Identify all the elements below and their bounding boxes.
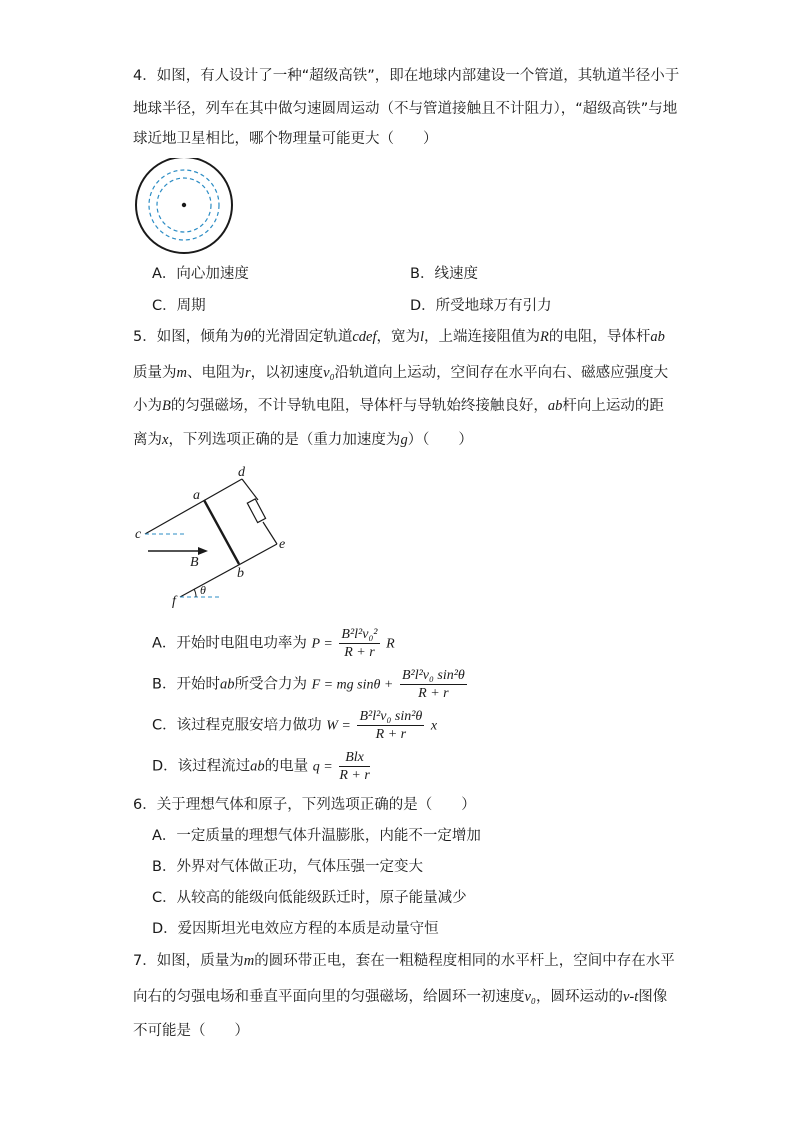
resistor xyxy=(247,499,265,523)
q5-stem-line-4: 离为x，下列选项正确的是（重力加速度为g）（ ） xyxy=(133,432,473,448)
q7-stem-line-2: 向右的匀强电场和垂直平面向里的匀强磁场，给圆环一初速度v₀，圆环运动的v-t图像 xyxy=(133,989,668,1005)
conductor-ab xyxy=(204,500,239,564)
label-f: f xyxy=(172,594,176,609)
theta-arc xyxy=(194,589,196,597)
q5-option-b[interactable]: B．开始时ab所受合力为 F = mg sinθ + $\frac{\text{B²l²v₀ sin²θ}}{R + r}$ xyxy=(152,668,465,701)
earth-tunnel-figure xyxy=(133,158,237,262)
q4-stem-line-2: 地球半径，列车在其中做匀速圆周运动（不与管道接触且不计阻力），“超级高铁”与地 xyxy=(133,101,678,117)
rail-circuit-figure xyxy=(130,462,300,610)
q6-option-d[interactable]: D．爱因斯坦光电效应方程的本质是动量守恒 xyxy=(152,921,439,937)
q7-stem-line-1: 7．如图，质量为m的圆环带正电，套在一粗糙程度相同的水平杆上，空间中存在水平 xyxy=(133,953,675,969)
q6-stem: 6．关于理想气体和原子，下列选项正确的是（ ） xyxy=(133,797,476,813)
q4-stem-line-1: 4．如图，有人设计了一种“超级高铁”，即在地球内部建设一个管道，其轨道半径小于 xyxy=(133,68,680,84)
b-field-arrowhead xyxy=(198,547,208,555)
q5-option-a[interactable]: A．开始时电阻电功率为 P = $\frac{\text{B²l²v₀²}}{R + r}$ R xyxy=(152,627,395,660)
q5-option-c[interactable]: C．该过程克服安培力做功 W = $\frac{\text{B²l²v₀ sin²θ}}{R + r}$ x xyxy=(152,709,438,742)
q7-stem-line-3: 不可能是（ ） xyxy=(133,1023,249,1039)
q4-option-a[interactable]: A．向心加速度 xyxy=(152,266,249,282)
label-a: a xyxy=(193,488,200,503)
q5-stem-line-1: 5．如图，倾角为θ的光滑固定轨道cdef，宽为l，上端连接阻值为R的电阻，导体杆ab xyxy=(133,329,665,345)
label-c: c xyxy=(135,527,142,542)
q6-option-c[interactable]: C．从较高的能级向低能级跃迁时，原子能量减少 xyxy=(152,890,467,906)
earth-center-dot xyxy=(182,203,186,207)
label-d: d xyxy=(238,465,245,480)
q6-option-a[interactable]: A．一定质量的理想气体升温膨胀，内能不一定增加 xyxy=(152,828,481,844)
q5-option-d[interactable]: D．该过程流过ab的电量 q = $\frac{\text{Blx}}{R + r}$ xyxy=(152,750,370,783)
q4-option-b[interactable]: B．线速度 xyxy=(410,266,478,282)
end-wire-bottom xyxy=(263,522,277,544)
label-e: e xyxy=(279,537,286,552)
q4-option-c[interactable]: C．周期 xyxy=(152,298,206,314)
q4-option-d[interactable]: D．所受地球万有引力 xyxy=(410,298,552,314)
label-theta: θ xyxy=(200,583,206,597)
label-B: B xyxy=(190,555,199,570)
label-b: b xyxy=(237,566,244,581)
end-wire-top xyxy=(242,479,258,500)
q6-option-b[interactable]: B．外界对气体做正功，气体压强一定变大 xyxy=(152,859,423,875)
q5-stem-line-2: 质量为m、电阻为r，以初速度v₀沿轨道向上运动，空间存在水平向右、磁感应强度大 xyxy=(133,365,669,381)
q4-stem-line-3: 球近地卫星相比，哪个物理量可能更大（ ） xyxy=(133,131,438,147)
q5-stem-line-3: 小为B的匀强磁场，不计导轨电阻，导体杆与导轨始终接触良好，ab杆向上运动的距 xyxy=(133,398,664,414)
